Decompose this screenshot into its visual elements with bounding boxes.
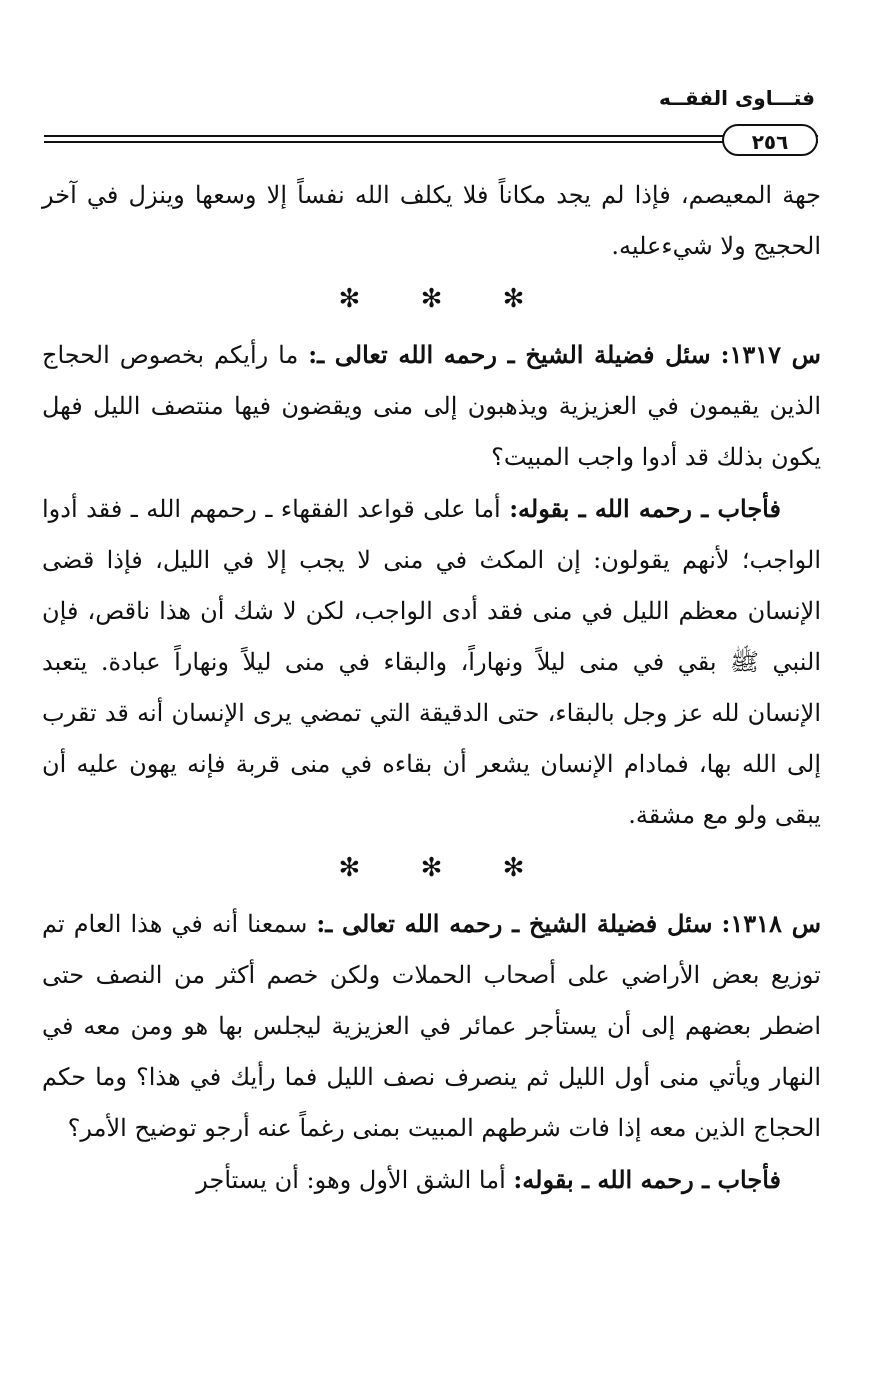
question-number: س ١٣١٧: [720,340,821,369]
answer-intro: فأجاب ـ رحمه الله ـ بقوله: [513,1165,781,1194]
header-rule-line [44,135,818,137]
question-intro: سئل فضيلة الشيخ ـ رحمه الله تعالى ـ: [316,909,713,938]
question-1317 [42,329,821,483]
page-number-badge: ٢٥٦ [722,124,818,156]
question-intro: سئل فضيلة الشيخ ـ رحمه الله تعالى ـ: [308,340,711,369]
section-divider: ✻ ✻ ✻ [338,284,551,314]
header-rule [44,124,818,158]
question-1318 [42,898,821,1154]
continuation-paragraph: جهة المعيصم، فإذا لم يجد مكاناً فلا يكلف الله نفساً إلا وسعها وينزل في آخر الحجيج ولا شيءعليه. [42,181,821,260]
answer-text: أما الشق الأول وهو: أن يستأجر [196,1166,506,1194]
answer-intro: فأجاب ـ رحمه الله ـ بقوله: [509,494,781,523]
section-divider: ✻ ✻ ✻ [338,853,551,883]
page-body [42,170,821,1206]
question-text: ما رأيكم بخصوص الحجاج الذين يقيمون في العزيزية ويذهبون إلى منى ويقضون فيها منتصف الليل فهل يكون بذلك قد أدوا واجب المبيت؟ [42,341,821,471]
question-number: س ١٣١٨: [721,909,821,938]
header-rule-line [44,141,818,143]
answer-1318 [42,1154,821,1206]
answer-1317 [42,483,821,841]
answer-text: أما على قواعد الفقهاء ـ رحمهم الله ـ فقد أدوا الواجب؛ لأنهم يقولون: إن المكث في منى لا يجب إلا في الليل، فإذا قضى الإنسان معظم الليل في منى فقد أدى الواجب، لكن لا شك أن هذا ناقص، فإن النبي ﷺ بقي في منى ليلاً ونهاراً، والبقاء في منى ليلاً ونهاراً عبادة. يتعبد الإنسان لله عز وجل بالبقاء، حتى الدقيقة التي تمضي يرى الإنسان أنه قد تقرب إلى الله بها، فمادام الإنسان يشعر أن بقاءه في منى قربة فإنه يهون عليه أن يبقى ولو مع مشقة. [42,495,821,829]
running-header-title: فتـــاوى الفقــه [659,86,815,110]
question-text: سمعنا أنه في هذا العام تم توزيع بعض الأراضي على أصحاب الحملات ولكن خصم أكثر من النصف حتى اضطر بعضهم إلى أن يستأجر عمائر في العزيزية ليجلس بها هو ومن معه في النهار ويأتي منى أول الليل ثم ينصرف نصف الليل فما رأيك في هذا؟ وما حكم الحجاج الذين معه إذا فات شرطهم المبيت بمنى رغماً عنه أرجو توضيح الأمر؟ [42,910,822,1142]
